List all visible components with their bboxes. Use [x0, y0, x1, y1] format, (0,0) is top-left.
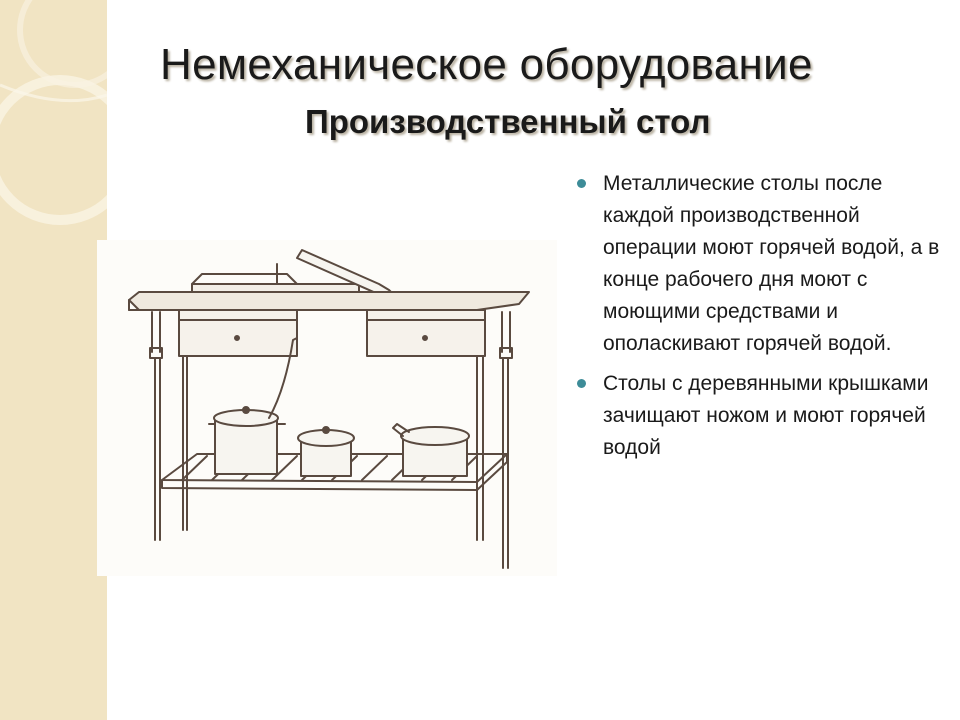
slide-title: Немеханическое оборудование: [160, 40, 813, 89]
bullet-text: Металлические столы после каждой производственной операции моют горячей водой, а в конце рабочего дня моют с моющими средствами и ополаскивают горячей водой.: [603, 172, 940, 355]
bullet-text: Столы с деревянными крышками зачищают ножом и моют горячей водой: [603, 372, 929, 459]
bullet-list: [575, 168, 945, 472]
slide-subtitle: Производственный стол: [305, 103, 711, 140]
production-table-sketch: [97, 240, 557, 576]
decorative-rings: [0, 0, 107, 720]
bullet-item: [575, 368, 945, 464]
decorative-side-band: [0, 0, 107, 720]
bullet-dot-icon: [577, 179, 586, 188]
bullet-item: [575, 168, 945, 360]
production-table-illustration: [97, 240, 557, 576]
bullet-dot-icon: [577, 379, 586, 388]
